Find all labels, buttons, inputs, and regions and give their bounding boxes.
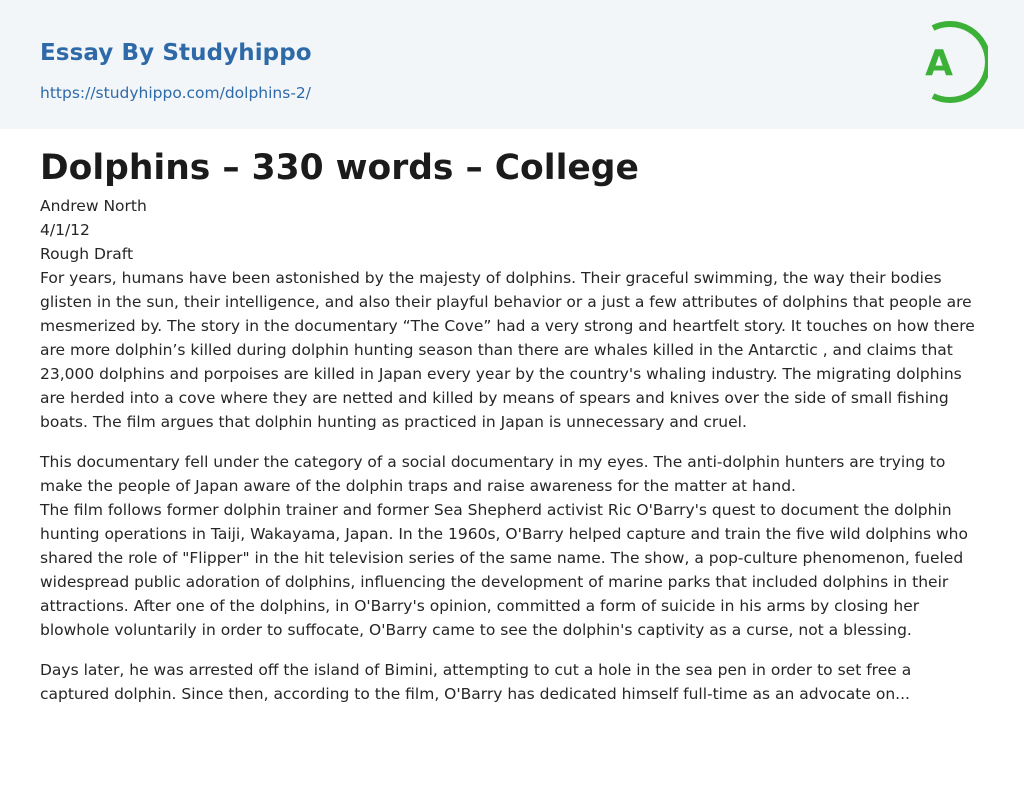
essay-draft-label: Rough Draft — [40, 245, 134, 263]
essay-author: Andrew North — [40, 197, 147, 215]
essay-paragraph: Days later, he was arrested off the island of Bimini, attempting to cut a hole in the sea pen in order to set free a captured dolphin. Since then, according to the film, O'Barry has dedicated himself full-time as an advocate on... — [40, 661, 912, 703]
essay-paragraph: The film follows former dolphin trainer and former Sea Shepherd activist Ric O'Barry's quest to document the dolphin hunting operations in Taiji, Wakayama, Japan. In the 1960s, O'Barry helped capture and train the five wild dolphins who shared the role of "Flipper" in the hit television series of the same name. The show, a pop-culture phenomenon, fueled widespread public adoration of dolphins, influencing the development of marine parks that included dolphins in their attractions. After one of the dolphins, in O'Barry's opinion, committed a form of suicide in his arms by closing her blowhole voluntarily in order to suffocate, O'Barry came to see the dolphin's captivity as a curse, not a blessing. — [40, 501, 968, 639]
logo-letter: A — [925, 43, 953, 84]
essay-url-link[interactable]: https://studyhippo.com/dolphins-2/ — [40, 84, 311, 102]
brand-title: Essay By Studyhippo — [40, 40, 312, 66]
site-header — [0, 0, 1024, 129]
essay-title: Dolphins – 330 words – College — [40, 148, 639, 188]
essay-date: 4/1/12 — [40, 221, 90, 239]
studyhippo-logo-icon — [904, 18, 988, 106]
essay-paragraph: This documentary fell under the category of a social documentary in my eyes. The anti-dolphin hunters are trying to make the people of Japan aware of the dolphin traps and raise awareness for the matter at hand. — [40, 453, 946, 495]
essay-content — [40, 146, 984, 706]
essay-paragraph: For years, humans have been astonished by the majesty of dolphins. Their graceful swimming, the way their bodies glisten in the sun, their intelligence, and also their playful behavior or a just a few attributes of dolphins that people are mesmerized by. The story in the documentary “The Cove” had a very strong and heartfelt story. It touches on how there are more dolphin’s killed during dolphin hunting season than there are whales killed in the Antarctic , and claims that 23,000 dolphins and porpoises are killed in Japan every year by the country's whaling industry. The migrating dolphins are herded into a cove where they are netted and killed by means of spears and knives over the side of small fishing boats. The film argues that dolphin hunting as practiced in Japan is unnecessary and cruel. — [40, 269, 975, 431]
